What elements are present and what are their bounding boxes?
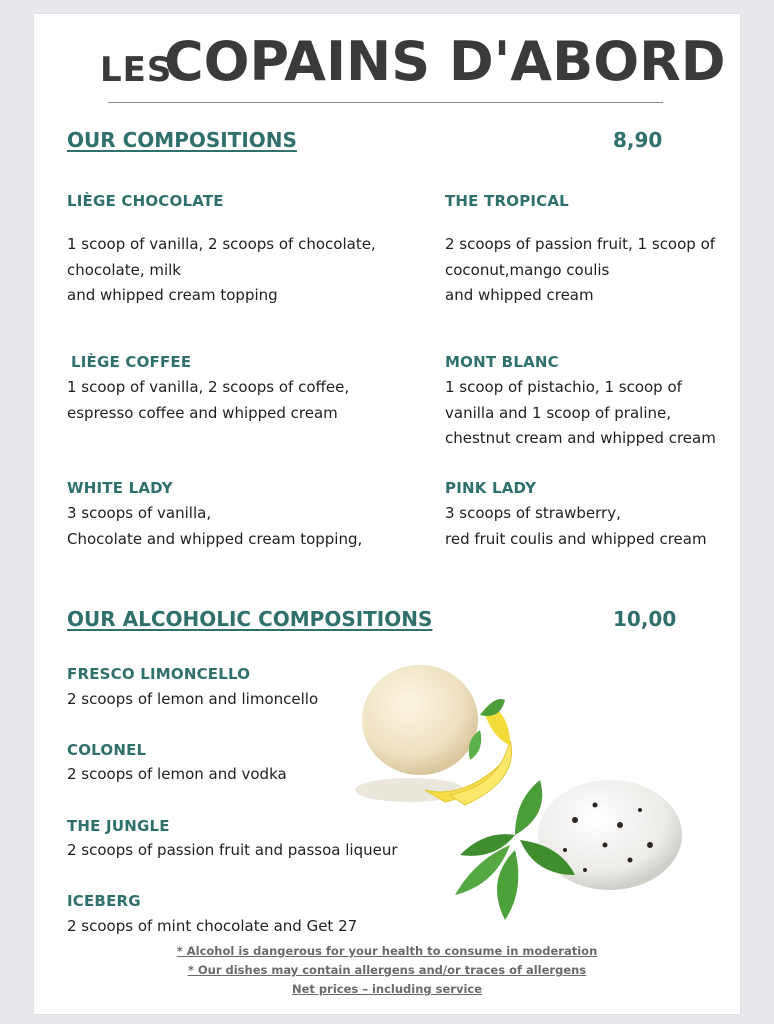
item-desc-colonel: 2 scoops of lemon and vodka [67,765,287,783]
footnote-alcohol: * Alcohol is dangerous for your health to consume in moderation [176,944,598,958]
logo-name: COPAINS D'ABORD [164,30,726,93]
header-divider [108,102,663,103]
item-desc-fresco-limoncello: 2 scoops of lemon and limoncello [67,690,319,708]
item-desc-liege-chocolate: 1 scoop of vanilla, 2 scoops of chocolate, chocolate, milk and whipped cream topping [67,235,376,304]
alcoholic-title: OUR ALCOHOLIC COMPOSITIONS [67,607,433,631]
item-desc-iceberg: 2 scoops of mint chocolate and Get 27 [67,917,358,935]
item-title-white-lady: WHITE LADY [67,479,173,497]
logo-prefix: LES [100,50,173,90]
item-title-the-tropical: THE TROPICAL [445,192,569,210]
item-desc-the-tropical: 2 scoops of passion fruit, 1 scoop of coconut,mango coulis and whipped cream [445,235,716,304]
item-title-iceberg: ICEBERG [67,892,141,910]
item-title-liege-coffee: LIÈGE COFFEE [71,353,192,371]
item-title-fresco-limoncello: FRESCO LIMONCELLO [67,665,251,683]
item-title-the-jungle: THE JUNGLE [67,817,170,835]
item-desc-pink-lady: 3 scoops of strawberry, red fruit coulis and whipped cream [445,504,707,548]
compositions-title: OUR COMPOSITIONS [67,128,297,152]
footnote-allergens: * Our dishes may contain allergens and/or traces of allergens [187,963,587,977]
item-title-liege-chocolate: LIÈGE CHOCOLATE [67,192,224,210]
restaurant-logo [100,30,726,93]
item-title-mont-blanc: MONT BLANC [445,353,559,371]
item-title-colonel: COLONEL [67,741,147,759]
item-desc-liege-coffee: 1 scoop of vanilla, 2 scoops of coffee, espresso coffee and whipped cream [67,378,350,422]
alcoholic-price: 10,00 [613,607,677,631]
item-desc-mont-blanc: 1 scoop of pistachio, 1 scoop of vanilla and 1 scoop of praline, chestnut cream and whipped cream [445,378,716,447]
item-desc-white-lady: 3 scoops of vanilla, Chocolate and whipped cream topping, [67,504,363,548]
cookies-ice-cream-image [445,775,690,935]
item-desc-the-jungle: 2 scoops of passion fruit and passoa liqueur [67,841,398,859]
footnote-prices: Net prices – including service [291,982,483,996]
compositions-price: 8,90 [613,128,663,152]
item-title-pink-lady: PINK LADY [445,479,537,497]
footnotes [0,942,774,999]
